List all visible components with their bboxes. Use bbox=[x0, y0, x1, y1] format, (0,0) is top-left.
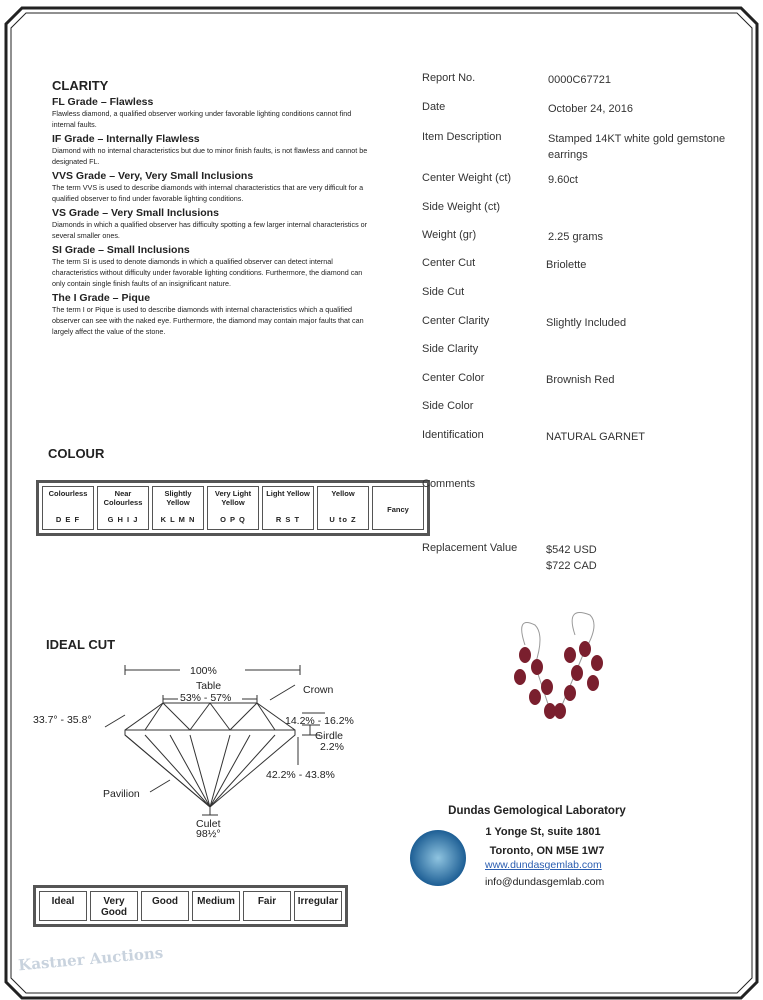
colour-cell bbox=[152, 486, 204, 530]
culet-angle-label: 98½° bbox=[196, 828, 221, 840]
field-label: Side Weight (ct) bbox=[422, 201, 501, 213]
field-label: Side Cut bbox=[422, 286, 465, 298]
colour-scale-table bbox=[36, 480, 430, 536]
field-value bbox=[548, 131, 738, 163]
field-value bbox=[548, 101, 738, 117]
table-label: Table bbox=[196, 680, 222, 692]
clarity-grade-title: The I Grade – Pique bbox=[52, 292, 151, 304]
colour-cell bbox=[262, 486, 314, 530]
colour-name: Yellow bbox=[331, 489, 355, 498]
crown-label: Crown bbox=[303, 684, 334, 696]
field-value-text: 9.60ct bbox=[548, 174, 578, 186]
field-value bbox=[546, 429, 736, 445]
colour-cell bbox=[317, 486, 369, 530]
colour-cell bbox=[42, 486, 94, 530]
field-value bbox=[546, 257, 736, 273]
colour-name: Fancy bbox=[387, 504, 409, 514]
clarity-grade-description: The term SI is used to denote diamonds in which a qualified observer can detect internal characteristics without difficulty under favorable lighting conditions. Furthermore, the diamond can only contain single finish faults of an insignificant nature. bbox=[52, 257, 363, 288]
clarity-grade-title: VS Grade – Very Small Inclusions bbox=[52, 207, 219, 219]
crown-angle-label: 33.7° - 35.8° bbox=[33, 714, 92, 726]
culet-label: Culet bbox=[196, 818, 221, 830]
table-range-label: 53% - 57% bbox=[180, 692, 232, 704]
colour-cell bbox=[207, 486, 259, 530]
colour-code: U to Z bbox=[329, 515, 357, 524]
lab-website-link[interactable]: www.dundasgemlab.com bbox=[485, 859, 602, 871]
field-value bbox=[546, 315, 736, 331]
colour-name: Colourless bbox=[48, 489, 88, 498]
field-value bbox=[548, 172, 738, 188]
field-label: Replacement Value bbox=[422, 542, 518, 554]
clarity-grade-description: The term VVS is used to describe diamonds with internal characteristics that are very difficult for a qualified observer to find under favorable lighting conditions. bbox=[52, 183, 364, 203]
colour-code: D E F bbox=[55, 515, 81, 524]
clarity-grade-description: The term I or Pique is used to describe diamonds with internal characteristics which a qualified observer can see with the naked eye. Furthermore, the diamond may contain major faults that can largely affect the value of the stone. bbox=[52, 305, 364, 336]
cut-grade-cell: Good bbox=[141, 891, 189, 921]
colour-name: Light Yellow bbox=[266, 489, 310, 498]
field-value-text: Slightly Included bbox=[546, 317, 627, 329]
cut-grade-cell: Ideal bbox=[39, 891, 87, 921]
watermark: Kastner Auctions bbox=[17, 943, 164, 975]
field-value-text: 2.25 grams bbox=[548, 231, 604, 243]
colour-cell bbox=[372, 486, 424, 530]
clarity-grade-description: Flawless diamond, a qualified observer working under favorable lighting conditions cannot find internal faults. bbox=[52, 109, 352, 129]
colour-code: O P Q bbox=[220, 515, 246, 524]
total-width-label: 100% bbox=[190, 665, 217, 677]
field-label: Center Cut bbox=[422, 257, 476, 269]
field-value-text: $542 USD bbox=[546, 544, 597, 556]
lab-name: Dundas Gemological Laboratory bbox=[448, 805, 626, 817]
field-value-text: 0000C67721 bbox=[548, 74, 612, 86]
clarity-grade-description: Diamonds in which a qualified observer has difficulty spotting a few larger internal characteristics or several smaller ones. bbox=[52, 220, 368, 240]
field-value-text: Briolette bbox=[546, 259, 587, 271]
field-label: Comments bbox=[422, 478, 476, 490]
field-value bbox=[546, 372, 736, 388]
security-hologram-seal bbox=[410, 830, 466, 886]
girdle-value-label: 2.2% bbox=[320, 741, 344, 753]
girdle-label: Girdle bbox=[315, 730, 344, 742]
field-label: Center Clarity bbox=[422, 315, 490, 327]
colour-name: Very Light Yellow bbox=[214, 489, 252, 507]
clarity-grade-title: FL Grade – Flawless bbox=[52, 96, 154, 108]
field-label: Weight (gr) bbox=[422, 229, 477, 241]
cut-grade-cell: Irregular bbox=[294, 891, 342, 921]
pavilion-depth-label: 42.2% - 43.8% bbox=[266, 769, 335, 781]
clarity-grade-title: IF Grade – Internally Flawless bbox=[52, 133, 200, 145]
pavilion-label: Pavilion bbox=[103, 788, 140, 800]
ideal-cut-title: IDEAL CUT bbox=[46, 637, 116, 652]
crown-height-label: 14.2% - 16.2% bbox=[285, 715, 354, 727]
field-value bbox=[546, 542, 736, 574]
clarity-section bbox=[52, 78, 372, 337]
cut-grade-table bbox=[33, 885, 348, 927]
clarity-grade-description: Diamond with no internal characteristics but due to minor finish faults, is not flawless and cannot be designated FL. bbox=[52, 146, 368, 166]
colour-code: K L M N bbox=[160, 515, 196, 524]
field-label: Side Clarity bbox=[422, 343, 479, 355]
clarity-title: CLARITY bbox=[52, 78, 109, 93]
field-label: Center Weight (ct) bbox=[422, 172, 512, 184]
field-value-text: Stamped 14KT white gold gemstone earrings bbox=[548, 133, 726, 161]
cut-grade-cell: Very Good bbox=[90, 891, 138, 921]
clarity-grade-title: VVS Grade – Very, Very Small Inclusions bbox=[52, 170, 254, 182]
field-value-text: NATURAL GARNET bbox=[546, 431, 646, 443]
cut-grade-cell: Medium bbox=[192, 891, 240, 921]
field-value bbox=[548, 229, 738, 245]
colour-code: R S T bbox=[275, 515, 301, 524]
field-value-text: Brownish Red bbox=[546, 374, 615, 386]
field-label: Side Color bbox=[422, 400, 474, 412]
cut-grade-cell: Fair bbox=[243, 891, 291, 921]
colour-name: Near Colourless bbox=[103, 489, 143, 507]
field-label: Center Color bbox=[422, 372, 485, 384]
field-label: Date bbox=[422, 101, 446, 113]
lab-address-line1: 1 Yonge St, suite 1801 bbox=[485, 826, 601, 838]
field-label: Report No. bbox=[422, 72, 476, 84]
field-label: Identification bbox=[422, 429, 484, 441]
field-value-text-2: $722 CAD bbox=[546, 560, 597, 572]
field-value-text: October 24, 2016 bbox=[548, 103, 634, 115]
colour-code: G H I J bbox=[107, 515, 139, 524]
colour-title: COLOUR bbox=[48, 446, 105, 461]
colour-name: Slightly Yellow bbox=[164, 489, 192, 507]
field-value bbox=[548, 72, 738, 88]
field-label: Item Description bbox=[422, 131, 502, 143]
colour-cell bbox=[97, 486, 149, 530]
clarity-grade-title: SI Grade – Small Inclusions bbox=[52, 244, 190, 256]
lab-email: info@dundasgemlab.com bbox=[485, 876, 605, 888]
earrings-photo bbox=[505, 605, 635, 725]
ideal-cut-diagram bbox=[30, 655, 370, 855]
lab-address-line2: Toronto, ON M5E 1W7 bbox=[489, 845, 605, 857]
